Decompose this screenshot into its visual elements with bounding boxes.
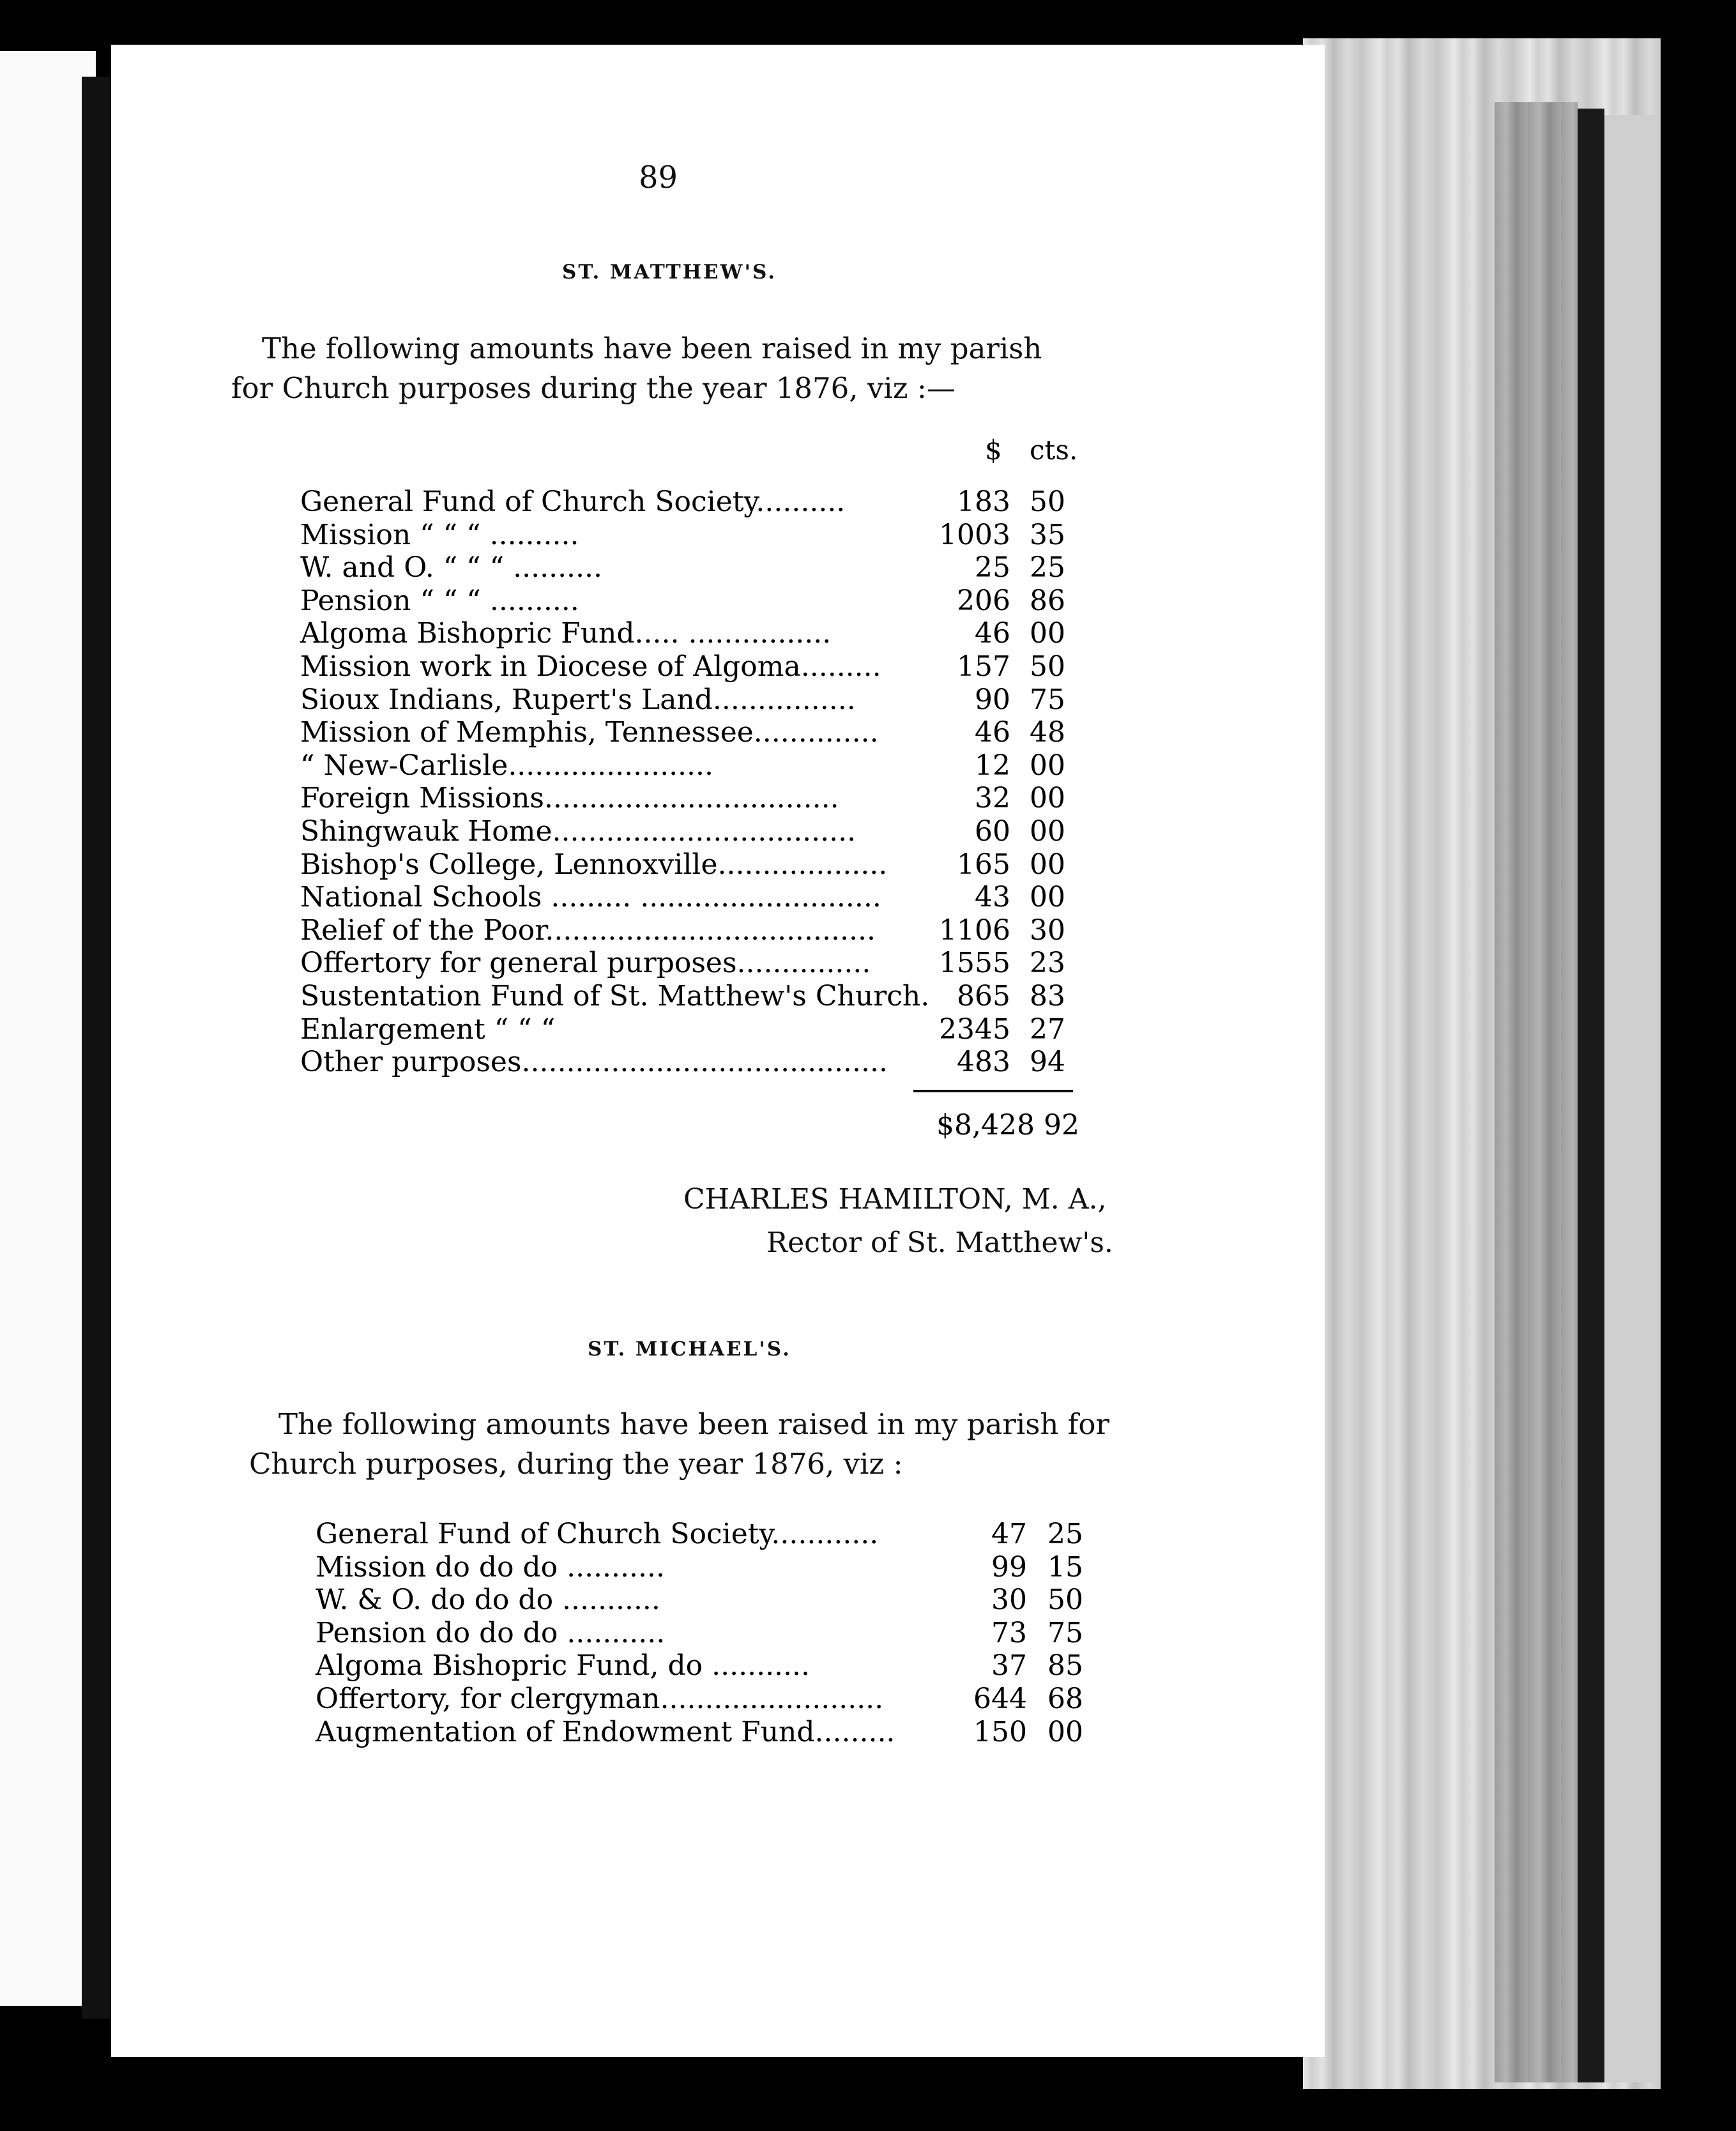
ledger-row (300, 519, 1079, 552)
ledger-row (300, 716, 1079, 749)
ledger-row (300, 815, 1079, 848)
ledger-dollars: 46 (975, 617, 1010, 650)
ledger-label: “ New-Carlisle....................... (300, 749, 714, 782)
ledger-dollars: 206 (957, 584, 1010, 617)
ledger-label: Offertory for general purposes............... (300, 947, 871, 980)
ledger-row (300, 980, 1079, 1013)
ledger-cents: 30 (1030, 913, 1065, 947)
page-stack-outer (1604, 115, 1656, 2082)
ledger-row (300, 1013, 1079, 1046)
column-header-dollars: $ (985, 434, 1002, 466)
ledger-dollars: 865 (957, 980, 1010, 1012)
ledger-cents: 27 (1030, 1012, 1065, 1046)
ledger-dollars: 150 (973, 1715, 1027, 1748)
ledger-label: Other purposes......................................... (300, 1046, 888, 1079)
ledger-row (300, 848, 1079, 882)
intro-line-1: The following amounts have been raised in my parish (262, 332, 1042, 365)
total-cents: 92 (1044, 1109, 1079, 1142)
ledger-cents: 25 (1047, 1518, 1083, 1550)
ledger-cents: 15 (1047, 1550, 1083, 1584)
signature-title: Rector of St. Matthew's. (766, 1226, 1113, 1259)
intro-line-2-michaels: Church purposes, during the year 1876, viz : (249, 1447, 903, 1481)
ledger-dollars: 483 (957, 1046, 1010, 1079)
ledger-row (300, 485, 1079, 519)
ledger-label: Mission “ “ “ .......... (300, 518, 579, 551)
intro-line-1-michaels: The following amounts have been raised in my parish for (278, 1407, 1109, 1441)
ledger-cents: 00 (1030, 881, 1065, 914)
ledger-cents: 75 (1030, 683, 1065, 716)
ledger-label: Mission of Memphis, Tennessee.............. (300, 716, 879, 749)
ledger-label: Bishop's College, Lennoxville................... (300, 848, 888, 881)
section-heading-st-michaels: ST. MICHAEL'S. (588, 1338, 791, 1361)
ledger-row (300, 584, 1079, 618)
ledger-row (300, 617, 1079, 650)
ledger-label: W. & O. do do do ........... (316, 1584, 660, 1617)
ledger-dollars: 73 (991, 1616, 1027, 1649)
ledger-label: Pension “ “ “ .......... (300, 584, 579, 617)
ledger-cents: 83 (1030, 980, 1065, 1012)
ledger-label: Shingwauk Home.................................. (300, 815, 857, 848)
ledger-dollars: 1555 (939, 947, 1010, 980)
ledger-row (300, 881, 1079, 914)
ledger-cents: 48 (1030, 716, 1065, 749)
ledger-dollars: 32 (975, 782, 1010, 815)
ledger-row (316, 1683, 1088, 1716)
ledger-dollars: 165 (957, 848, 1010, 881)
ledger-cents: 00 (1030, 749, 1065, 782)
ledger-dollars: 1106 (939, 913, 1010, 947)
ledger-label: National Schools ......... ........................... (300, 881, 881, 914)
ledger-cents: 00 (1047, 1715, 1083, 1748)
ledger-label: Algoma Bishopric Fund..... ................ (300, 617, 832, 650)
ledger-dollars: 157 (957, 650, 1010, 683)
ledger-row (300, 650, 1079, 684)
ledger-cents: 23 (1030, 947, 1065, 980)
ledger-label: Relief of the Poor..................................... (300, 913, 876, 947)
ledger-label: Algoma Bishopric Fund, do ........... (316, 1649, 810, 1683)
ledger-label: General Fund of Church Society.......... (300, 485, 846, 518)
ledger-cents: 25 (1030, 551, 1065, 584)
ledger-label: General Fund of Church Society............ (316, 1518, 879, 1550)
ledger-cents: 00 (1030, 617, 1065, 650)
ledger-dollars: 60 (975, 815, 1010, 848)
ledger-row (300, 551, 1079, 584)
ledger-cents: 94 (1030, 1046, 1065, 1079)
ledger-row (316, 1649, 1088, 1683)
ledger-dollars: 46 (975, 716, 1010, 749)
ledger-cents: 85 (1047, 1649, 1083, 1683)
ledger-cents: 50 (1030, 485, 1065, 518)
ledger-row (300, 1046, 1079, 1079)
column-header-cents: cts. (1030, 434, 1078, 466)
ledger-row (300, 749, 1079, 783)
ledger-dollars: 12 (975, 749, 1010, 782)
intro-line-2: for Church purposes during the year 1876, viz :— (231, 371, 956, 405)
ledger-label: Enlargement “ “ “ (300, 1012, 556, 1046)
ledger-cents: 50 (1047, 1584, 1083, 1617)
total-rule (913, 1090, 1073, 1092)
ledger-label: Offertory, for clergyman......................... (316, 1683, 884, 1715)
ledger-dollars: 30 (991, 1584, 1027, 1617)
ledger-label: Sioux Indians, Rupert's Land................ (300, 683, 856, 716)
ledger-dollars: 47 (991, 1518, 1027, 1550)
ledger-cents: 00 (1030, 815, 1065, 848)
ledger-row (316, 1584, 1088, 1617)
ledger-dollars: 37 (991, 1649, 1027, 1683)
ledger-row (300, 947, 1079, 980)
book-gutter (82, 77, 111, 2019)
ledger-row (316, 1518, 1088, 1551)
ledger-dollars: 43 (975, 881, 1010, 914)
page-stack-band (1495, 102, 1578, 2082)
ledger-label: Sustentation Fund of St. Matthew's Church. (300, 980, 930, 1012)
ledger-dollars: 644 (973, 1683, 1027, 1715)
ledger-row (300, 914, 1079, 947)
page-number: 89 (639, 160, 678, 195)
ledger-dollars: 90 (975, 683, 1010, 716)
ledger-row (300, 684, 1079, 717)
ledger-cents: 68 (1047, 1683, 1083, 1715)
ledger-label: Mission do do do ........... (316, 1550, 665, 1584)
ledger-dollars: 25 (975, 551, 1010, 584)
ledger-label: Foreign Missions................................. (300, 782, 839, 815)
ledger-row (316, 1617, 1088, 1650)
signature-name: CHARLES HAMILTON, M. A., (683, 1183, 1107, 1216)
ledger-row (300, 782, 1079, 815)
ledger-label: W. and O. “ “ “ .......... (300, 551, 602, 584)
ledger-dollars: 99 (991, 1550, 1027, 1584)
ledger-label: Pension do do do ........... (316, 1616, 666, 1649)
ledger-row (316, 1716, 1088, 1749)
ledger-dollars: 183 (957, 485, 1010, 518)
total-dollars: $8,428 (936, 1109, 1035, 1142)
ledger-cents: 35 (1030, 518, 1065, 551)
ledger-cents: 86 (1030, 584, 1065, 617)
ledger-cents: 75 (1047, 1616, 1083, 1649)
ledger-label: Augmentation of Endowment Fund......... (316, 1715, 895, 1748)
ledger-dollars: 1003 (939, 518, 1010, 551)
ledger-dollars: 2345 (939, 1012, 1010, 1046)
ledger-cents: 00 (1030, 782, 1065, 815)
ledger-cents: 50 (1030, 650, 1065, 683)
ledger-cents: 00 (1030, 848, 1065, 881)
book-cover-edge (1578, 109, 1604, 2082)
ledger-label: Mission work in Diocese of Algoma......... (300, 650, 881, 683)
section-heading-st-matthews: ST. MATTHEW'S. (562, 261, 777, 284)
ledger-row (316, 1551, 1088, 1584)
